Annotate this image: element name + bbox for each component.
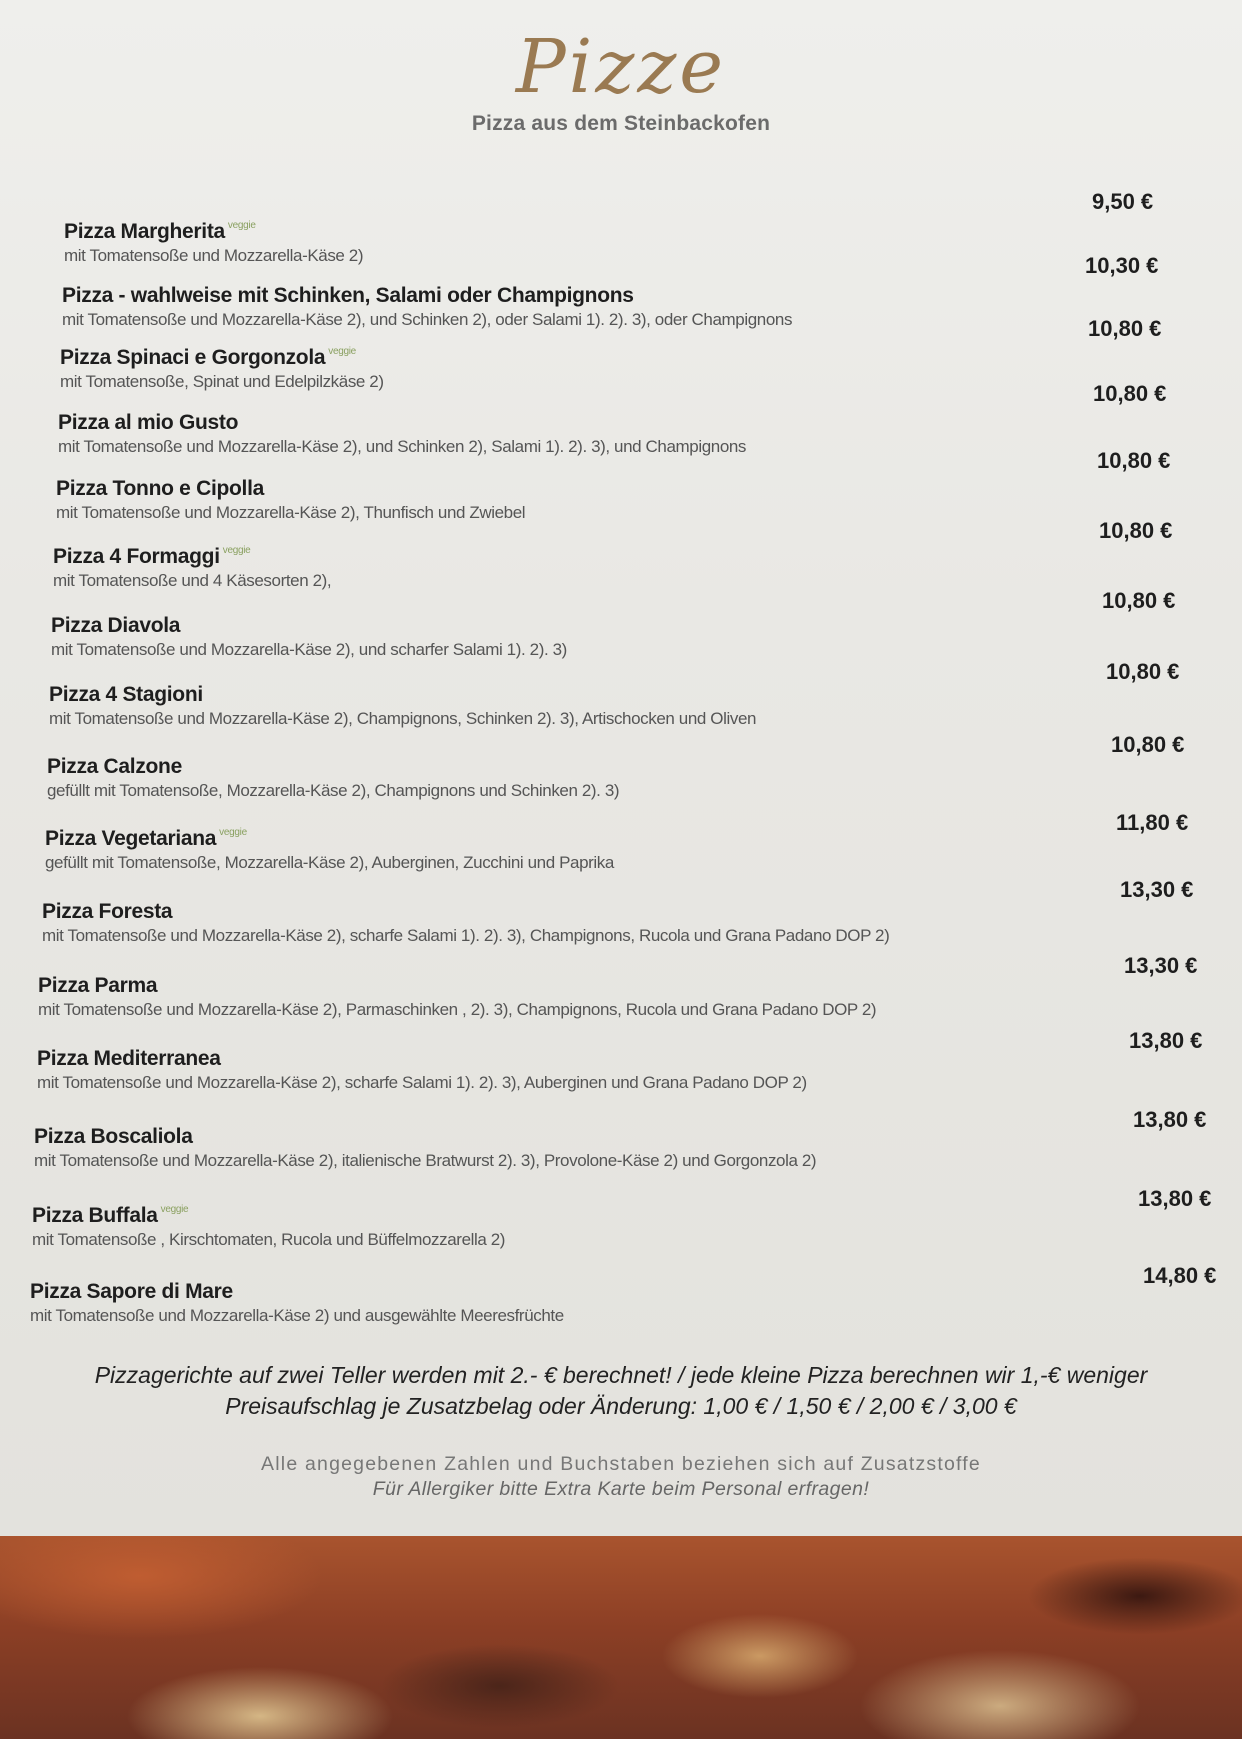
- item-name: Pizza Boscaliola: [34, 1125, 193, 1148]
- item-description: mit Tomatensoße und Mozzarella-Käse 2), Thunfisch und Zwiebel: [56, 503, 526, 522]
- item-price: 10,80 €: [1093, 381, 1167, 406]
- pricing-notes: [0, 1360, 1242, 1422]
- item-price: 10,80 €: [1102, 588, 1176, 613]
- item-name: Pizza Calzone: [47, 755, 182, 778]
- menu-item: [37, 1047, 1037, 1093]
- menu-item: [62, 284, 1062, 330]
- item-price: 10,80 €: [1111, 732, 1185, 757]
- item-description: mit Tomatensoße , Kirschtomaten, Rucola und Büffelmozzarella 2): [32, 1230, 506, 1249]
- menu-item: [38, 974, 1038, 1020]
- veggie-badge: veggie: [160, 1204, 189, 1215]
- item-description: mit Tomatensoße und Mozzarella-Käse 2), italienische Bratwurst 2). 3), Provolone-Käse 2) und Gorgonzola 2): [34, 1151, 817, 1170]
- item-description: mit Tomatensoße und Mozzarella-Käse 2), und Schinken 2), oder Salami 1). 2). 3), oder Champignons: [62, 310, 793, 329]
- menu-item: [42, 900, 1042, 946]
- pizza-photo: [0, 1536, 1242, 1739]
- item-price: 13,30 €: [1120, 877, 1194, 902]
- item-name: Pizza Vegetariana: [45, 827, 217, 850]
- item-name: Pizza Foresta: [42, 900, 173, 923]
- item-price: 10,80 €: [1097, 448, 1171, 473]
- note-line-2: Preisaufschlag je Zusatzbelag oder Änderung: 1,00 € / 1,50 € / 2,00 € / 3,00 €: [225, 1393, 1017, 1419]
- item-price: 14,80 €: [1143, 1263, 1217, 1288]
- menu-item: [51, 614, 1051, 660]
- menu-item: [32, 1204, 1032, 1250]
- item-name: Pizza Margherita: [64, 220, 225, 243]
- item-name: Pizza Mediterranea: [37, 1047, 221, 1070]
- item-description: mit Tomatensoße und Mozzarella-Käse 2), Parmaschinken , 2). 3), Champignons, Rucola und Grana Padano DOP 2): [38, 1000, 877, 1019]
- additives-note: Alle angegebenen Zahlen und Buchstaben beziehen sich auf Zusatzstoffe: [261, 1453, 981, 1475]
- item-description: mit Tomatensoße und Mozzarella-Käse 2), scharfe Salami 1). 2). 3), Auberginen und Grana Padano DOP 2): [37, 1073, 807, 1092]
- menu-item: [34, 1125, 1034, 1171]
- item-name: Pizza - wahlweise mit Schinken, Salami oder Champignons: [62, 284, 634, 307]
- menu-item: [56, 477, 1056, 523]
- item-description: gefüllt mit Tomatensoße, Mozzarella-Käse 2), Champignons und Schinken 2). 3): [47, 781, 620, 800]
- item-description: mit Tomatensoße und Mozzarella-Käse 2), und scharfer Salami 1). 2). 3): [51, 640, 567, 659]
- item-description: gefüllt mit Tomatensoße, Mozzarella-Käse 2), Auberginen, Zucchini und Paprika: [45, 853, 614, 872]
- item-price: 13,80 €: [1133, 1107, 1207, 1132]
- menu-title: Pizze: [515, 24, 727, 110]
- item-name: Pizza Parma: [38, 974, 158, 997]
- menu-item: [53, 545, 1053, 591]
- item-description: mit Tomatensoße und 4 Käsesorten 2),: [53, 571, 332, 590]
- note-line-1: Pizzagerichte auf zwei Teller werden mit 2.- € berechnet! / jede kleine Pizza berechnen wir 1,-€ weniger: [94, 1362, 1148, 1388]
- item-price: 9,50 €: [1092, 189, 1154, 214]
- menu-item: [60, 346, 1060, 392]
- menu-subtitle: Pizza aus dem Steinbackofen: [471, 112, 771, 135]
- menu-item: [64, 220, 1064, 266]
- item-description: mit Tomatensoße und Mozzarella-Käse 2): [64, 246, 364, 265]
- item-description: mit Tomatensoße, Spinat und Edelpilzkäse 2): [60, 372, 384, 391]
- item-name: Pizza al mio Gusto: [58, 411, 239, 434]
- item-price: 13,80 €: [1129, 1028, 1203, 1053]
- item-name: Pizza Sapore di Mare: [30, 1280, 233, 1303]
- item-price: 10,80 €: [1106, 659, 1180, 684]
- item-price: 10,80 €: [1088, 316, 1162, 341]
- item-price: 13,80 €: [1138, 1186, 1212, 1211]
- item-name: Pizza 4 Formaggi: [53, 545, 220, 568]
- item-description: mit Tomatensoße und Mozzarella-Käse 2), und Schinken 2), Salami 1). 2). 3), und Champignons: [58, 437, 747, 456]
- menu-item: [30, 1280, 1030, 1326]
- item-price: 13,30 €: [1124, 953, 1198, 978]
- item-description: mit Tomatensoße und Mozzarella-Käse 2), scharfe Salami 1). 2). 3), Champignons, Rucola und Grana Padano DOP 2): [42, 926, 890, 945]
- menu-item: [47, 755, 1047, 801]
- item-description: mit Tomatensoße und Mozzarella-Käse 2) und ausgewählte Meeresfrüchte: [30, 1306, 564, 1325]
- item-name: Pizza Buffala: [32, 1204, 158, 1227]
- item-name: Pizza 4 Stagioni: [49, 683, 203, 706]
- menu-item: [58, 411, 1058, 457]
- veggie-badge: veggie: [219, 827, 247, 838]
- menu-item: [49, 683, 1049, 729]
- allergy-note: Für Allergiker bitte Extra Karte beim Personal erfragen!: [372, 1478, 870, 1500]
- item-name: Pizza Diavola: [51, 614, 181, 637]
- item-name: Pizza Tonno e Cipolla: [56, 477, 264, 500]
- veggie-badge: veggie: [227, 220, 256, 231]
- item-price: 10,30 €: [1085, 253, 1159, 278]
- item-name: Pizza Spinaci e Gorgonzola: [60, 346, 326, 369]
- allergen-footer: [0, 1452, 1242, 1502]
- item-description: mit Tomatensoße und Mozzarella-Käse 2), Champignons, Schinken 2). 3), Artischocken und Oliven: [49, 709, 757, 728]
- veggie-badge: veggie: [328, 346, 356, 357]
- veggie-badge: veggie: [222, 545, 251, 556]
- menu-item: [45, 827, 1045, 873]
- item-price: 11,80 €: [1116, 810, 1189, 835]
- item-price: 10,80 €: [1099, 518, 1173, 543]
